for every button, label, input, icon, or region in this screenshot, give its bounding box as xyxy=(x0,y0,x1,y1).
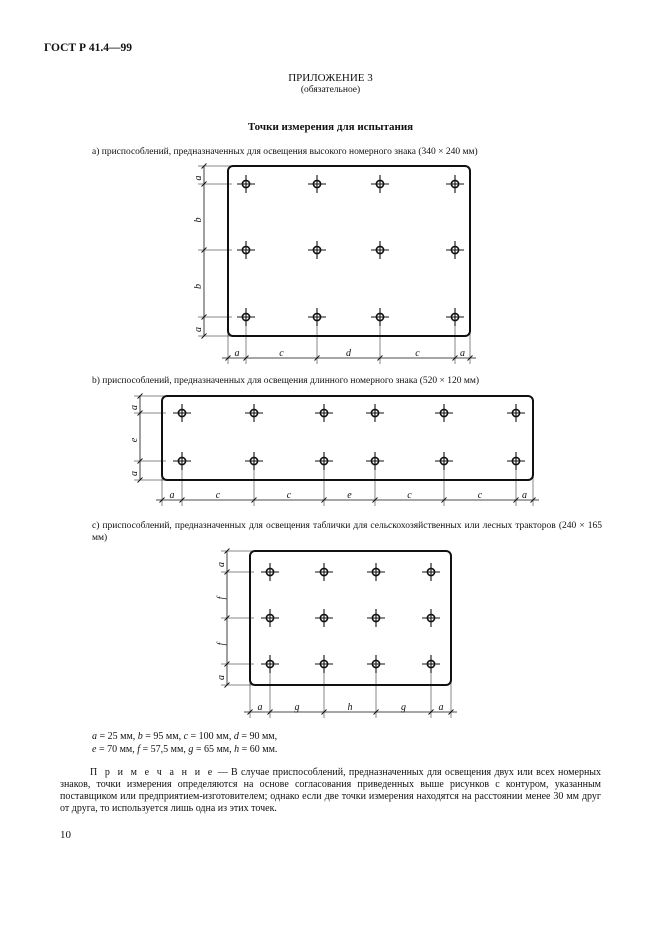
figure-c-caption: с) приспособлений, предназначенных для освещения таблички для сельскохозяйственных или лесных тракторов (240 × 165 мм) xyxy=(92,521,602,543)
legend-value: = 60 мм. xyxy=(239,744,278,755)
dimension-label: a xyxy=(129,471,140,476)
legend-symbol: g xyxy=(188,744,194,755)
dimension-label: a xyxy=(129,405,140,410)
plate-outline xyxy=(162,396,533,480)
dimension-label: a xyxy=(216,562,227,567)
figure-a-caption: а) приспособлений, предназначенных для освещения высокого номерного знака (340 × 240 мм) xyxy=(92,147,478,157)
dimension-label: a xyxy=(193,175,204,181)
legend-value: = 95 мм, xyxy=(142,731,184,742)
dimension-label: a xyxy=(257,702,263,713)
appendix-status: (обязательное) xyxy=(300,85,361,95)
legend-symbol: b xyxy=(137,731,143,742)
note-text: — В случае приспособлений, предназначенных для освещения двух или всех номерных знаков, точки измерения определяются на основе согласования приведенных выше рисунков с контуром, указанным поставщиком или предприятием-изготовителем; однако если две точки измерения находятся на расстоянии менее 30 мм друг от друга, то используется лишь одна из этих точек. xyxy=(60,767,602,814)
dimension-label: a xyxy=(169,490,175,501)
legend-symbol: a xyxy=(92,731,97,742)
dimension-label: f xyxy=(216,642,227,646)
section-title: Точки измерения для испытания xyxy=(247,121,414,133)
legend-line-1 xyxy=(92,730,277,743)
plate-outline xyxy=(228,166,470,336)
dimension-label: c xyxy=(215,490,221,501)
dimension-label: c xyxy=(415,348,420,359)
legend-value: = 90 мм, xyxy=(238,731,278,742)
dimension-legend xyxy=(92,730,277,756)
legend-symbol: c xyxy=(183,731,189,742)
legend-symbol: d xyxy=(233,731,239,742)
dimension-label: a xyxy=(193,327,204,332)
dimension-label: d xyxy=(346,348,351,359)
dimension-label: a xyxy=(234,348,240,359)
legend-value: = 70 мм, xyxy=(96,744,138,755)
legend-value: = 65 мм, xyxy=(193,744,235,755)
dimension-label: b xyxy=(193,217,204,223)
legend-value: = 25 мм, xyxy=(97,731,138,742)
note-paragraph xyxy=(60,767,601,815)
dimension-label: c xyxy=(407,490,412,501)
dimension-label: a xyxy=(216,675,227,680)
dimension-label: c xyxy=(279,348,284,359)
document-code: ГОСТ Р 41.4—99 xyxy=(44,42,132,54)
note-lead: П р и м е ч а н и е xyxy=(90,767,215,778)
dimension-label: h xyxy=(347,702,353,713)
dimension-label: c xyxy=(286,490,292,501)
dimension-label: a xyxy=(522,490,527,501)
dimension-label: b xyxy=(193,284,204,289)
legend-value: = 57,5 мм, xyxy=(140,744,189,755)
dimension-label: e xyxy=(347,490,352,501)
dimension-label: g xyxy=(401,702,406,713)
plate-outline xyxy=(250,551,451,685)
legend-value: = 100 мм, xyxy=(188,731,234,742)
page-number: 10 xyxy=(60,829,71,841)
dimension-label: f xyxy=(216,596,227,600)
dimension-label: a xyxy=(460,348,465,359)
figure-b-caption: b) приспособлений, предназначенных для освещения длинного номерного знака (520 × 120 мм) xyxy=(92,376,480,386)
legend-symbol: f xyxy=(137,744,141,755)
dimension-label: c xyxy=(477,490,483,501)
dimension-label: a xyxy=(438,702,444,713)
dimension-label: g xyxy=(294,702,300,713)
legend-symbol: h xyxy=(234,744,240,755)
legend-symbol: e xyxy=(92,744,97,755)
appendix-title: ПРИЛОЖЕНИЕ 3 xyxy=(288,72,373,84)
dimension-label: e xyxy=(129,437,140,443)
legend-line-2 xyxy=(92,743,277,756)
